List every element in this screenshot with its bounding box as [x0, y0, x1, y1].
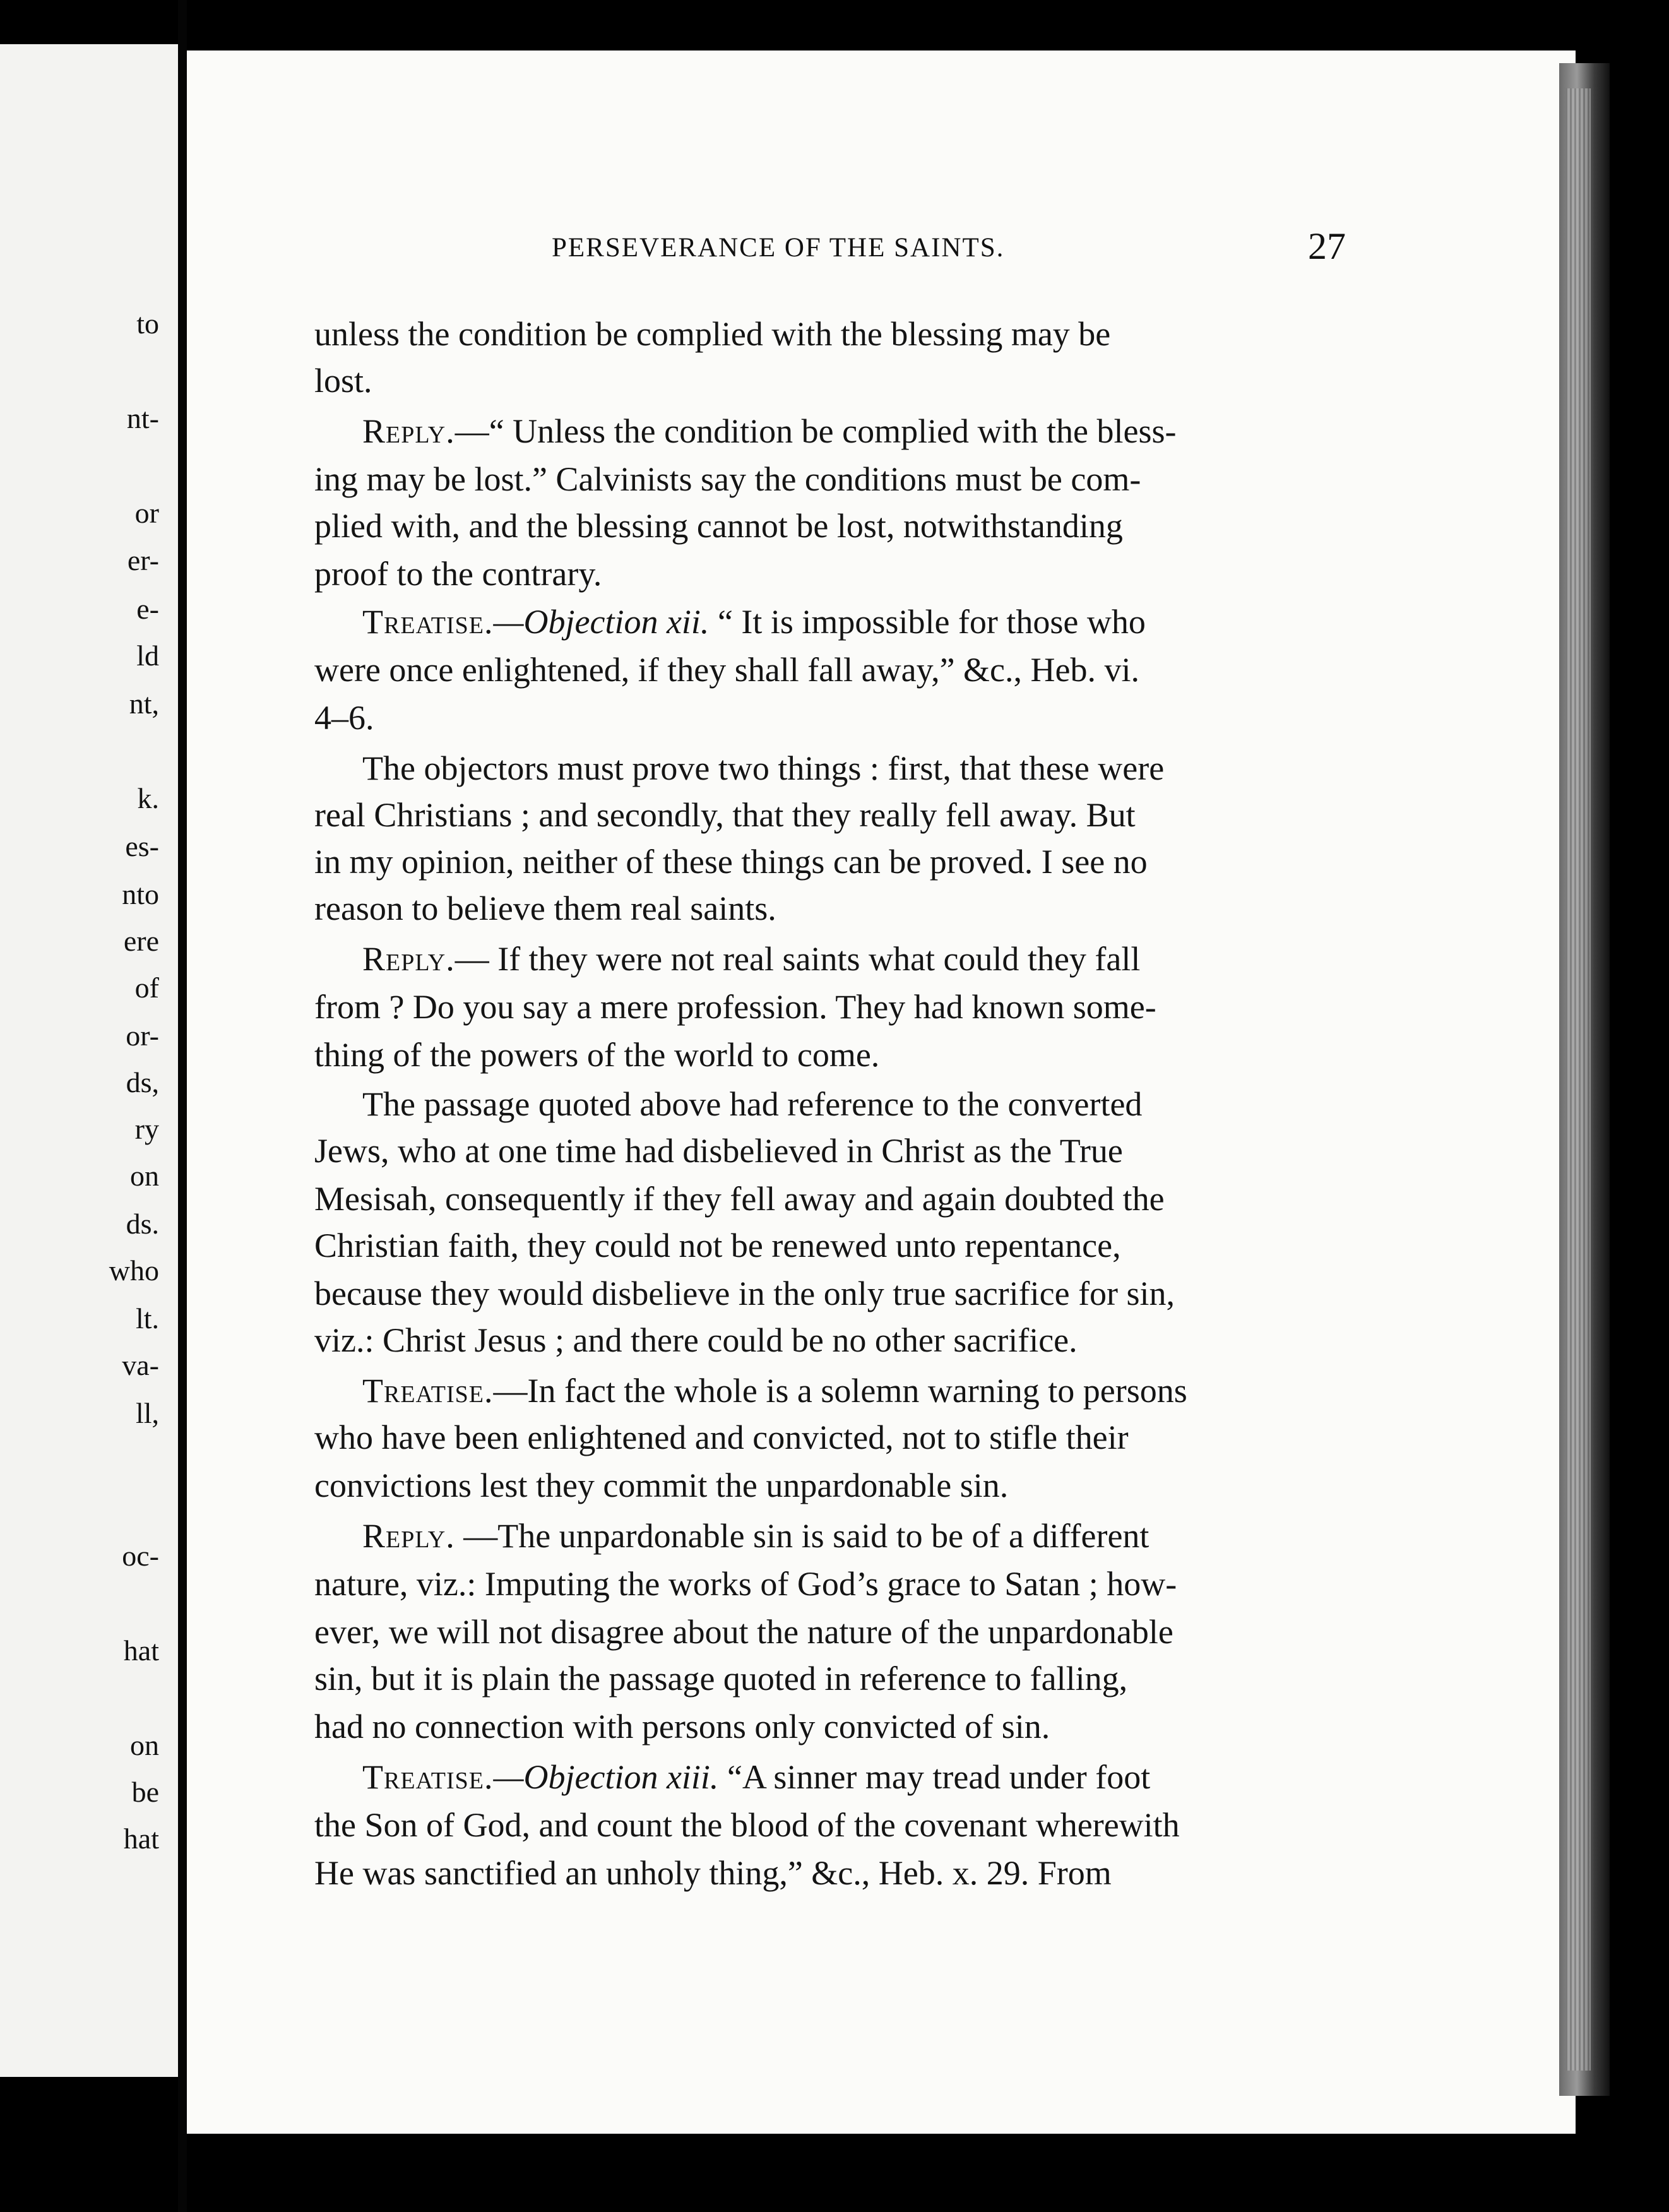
- text-line: Treatise.—Objection xiii. “A sinner may tread under foot: [362, 1758, 1151, 1796]
- text-line: The passage quoted above had reference to the converted: [362, 1085, 1143, 1123]
- text-line: ever, we will not disagree about the nature of the unpardonable: [314, 1613, 1173, 1651]
- text-line: who have been enlightened and convicted, not to stifle their: [314, 1418, 1129, 1456]
- text-line: Reply.—“ Unless the condition be complied with the bless-: [362, 412, 1177, 450]
- left-fragment: on: [130, 1729, 159, 1761]
- left-fragment: of: [134, 972, 159, 1004]
- left-fragment: or: [134, 497, 159, 529]
- text-line: nature, viz.: Imputing the works of God’s grace to Satan ; how-: [314, 1565, 1177, 1603]
- text-line: Reply. —The unpardonable sin is said to be of a different: [362, 1517, 1149, 1555]
- text-line: He was sanctified an unholy thing,” &c., Heb. x. 29. From: [314, 1854, 1112, 1892]
- left-fragment: nt-: [126, 402, 159, 434]
- book-gutter: [178, 0, 187, 2212]
- left-fragment: ry: [134, 1113, 159, 1145]
- text-line: Jews, who at one time had disbelieved in Christ as the True: [314, 1132, 1123, 1170]
- left-fragment: hat: [123, 1823, 159, 1855]
- text-line: Reply.— If they were not real saints what could they fall: [362, 940, 1141, 978]
- speaker-label: Reply.: [362, 1517, 455, 1555]
- text-line: proof to the contrary.: [314, 555, 602, 593]
- left-fragment: hat: [123, 1634, 159, 1667]
- left-fragment: va-: [122, 1349, 159, 1381]
- text-line: sin, but it is plain the passage quoted in reference to falling,: [314, 1660, 1128, 1698]
- left-fragment: who: [109, 1254, 159, 1287]
- left-fragment: ds,: [126, 1066, 159, 1098]
- text-line: ing may be lost.” Calvinists say the conditions must be com-: [314, 460, 1141, 498]
- left-fragment: k.: [137, 782, 159, 814]
- left-fragment: oc-: [122, 1540, 159, 1572]
- speaker-label: Reply.: [362, 940, 455, 978]
- left-fragment: ds.: [126, 1208, 159, 1240]
- text-line: the Son of God, and count the blood of the covenant wherewith: [314, 1806, 1180, 1844]
- text-line: convictions lest they commit the unpardonable sin.: [314, 1466, 1009, 1504]
- text-line: reason to believe them real saints.: [314, 889, 776, 927]
- left-fragment: e-: [136, 593, 159, 625]
- page-number: 27: [1308, 225, 1346, 267]
- left-fragment: lt.: [135, 1302, 159, 1335]
- left-fragment: be: [131, 1776, 159, 1808]
- page-fore-edge-stripes: [1565, 88, 1591, 2071]
- text-line: The objectors must prove two things : first, that these were: [362, 749, 1165, 787]
- text-line: Christian faith, they could not be renewed unto repentance,: [314, 1227, 1121, 1264]
- text-line: real Christians ; and secondly, that they really fell away. But: [314, 796, 1136, 834]
- speaker-label: Treatise.: [362, 1758, 494, 1796]
- left-fragment: on: [130, 1160, 159, 1192]
- speaker-label: Treatise.: [362, 603, 494, 641]
- left-fragment: er-: [127, 544, 159, 576]
- left-fragment: ld: [136, 639, 159, 672]
- text-line: plied with, and the blessing cannot be lost, notwithstanding: [314, 507, 1123, 545]
- text-line: viz.: Christ Jesus ; and there could be no other sacrifice.: [314, 1321, 1078, 1359]
- text-line: from ? Do you say a mere profession. They had known some-: [314, 988, 1156, 1026]
- text-line: lost.: [314, 362, 372, 400]
- text-line: in my opinion, neither of these things can be proved. I see no: [314, 843, 1148, 881]
- left-fragment: ll,: [135, 1397, 159, 1429]
- left-fragment: or-: [126, 1020, 159, 1052]
- running-head: PERSEVERANCE OF THE SAINTS.: [552, 233, 1005, 263]
- text-line: Treatise.—In fact the whole is a solemn warning to persons: [362, 1372, 1187, 1410]
- text-line: had no connection with persons only convicted of sin.: [314, 1708, 1050, 1745]
- text-line: were once enlightened, if they shall fall away,” &c., Heb. vi.: [314, 651, 1139, 689]
- text-line: because they would disbelieve in the only true sacrifice for sin,: [314, 1275, 1175, 1312]
- text-line: Mesisah, consequently if they fell away and again doubted the: [314, 1180, 1165, 1218]
- left-fragment: nto: [122, 878, 159, 910]
- text-line: 4–6.: [314, 699, 374, 737]
- left-fragment: es-: [125, 830, 159, 862]
- previous-page-edge: [0, 44, 178, 2077]
- text-line: Treatise.—Objection xii. “ It is impossible for those who: [362, 603, 1146, 641]
- speaker-label: Treatise.: [362, 1372, 494, 1410]
- left-fragment: nt,: [129, 687, 159, 720]
- speaker-label: Reply.: [362, 412, 455, 450]
- text-line: unless the condition be complied with the blessing may be: [314, 315, 1111, 353]
- left-fragment: ere: [123, 925, 159, 957]
- left-fragment: to: [136, 307, 159, 340]
- text-line: thing of the powers of the world to come.: [314, 1036, 880, 1074]
